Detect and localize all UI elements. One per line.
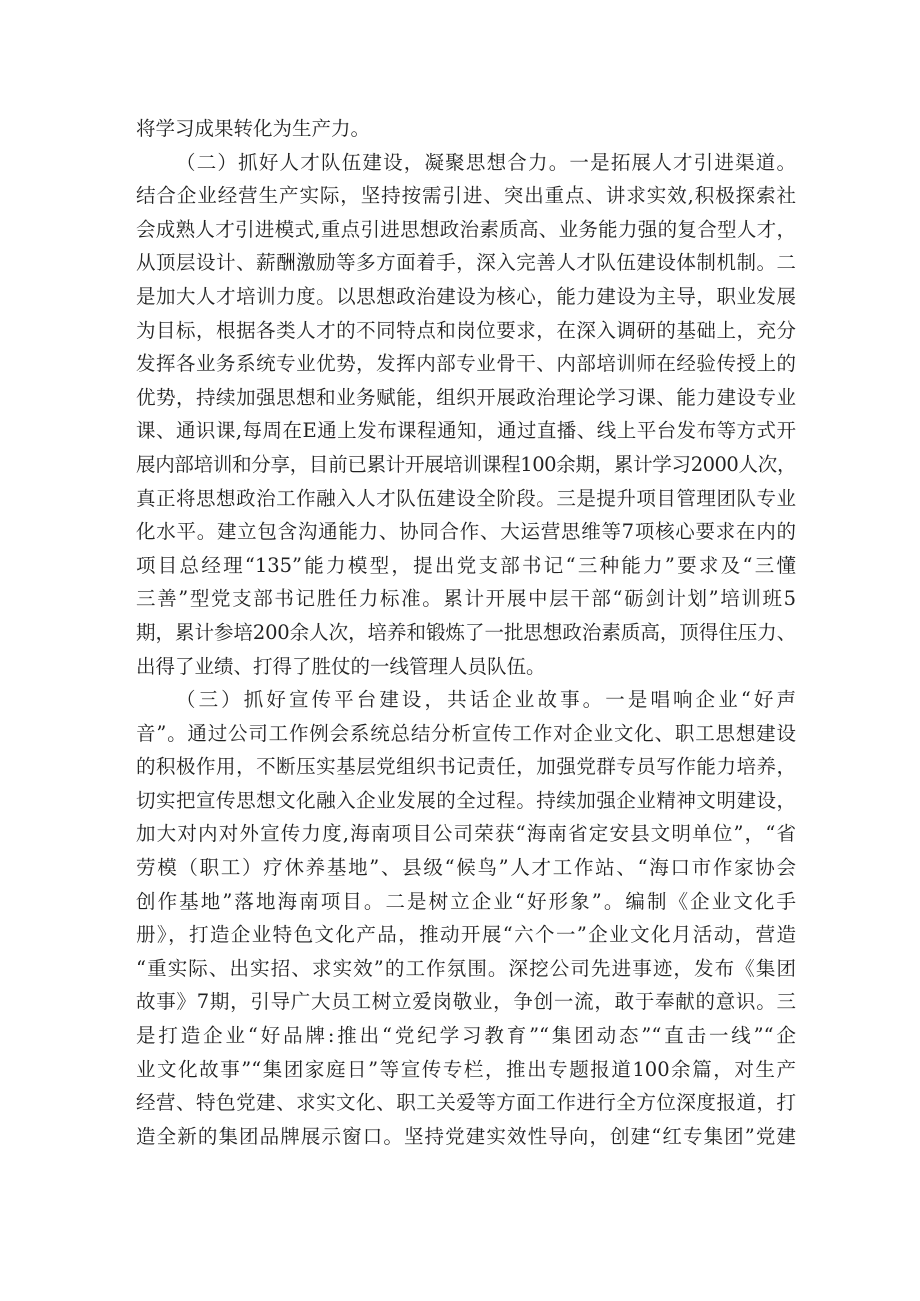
text-line: 从顶层设计、薪酬激励等多方面着手，深入完善人才队伍建设体制机制。二 <box>136 251 796 275</box>
text-line: 劳模（职工）疗休养基地”、县级“候鸟”人才工作站、“海口市作家协会 <box>136 856 796 880</box>
text-line: 课、通识课,每周在E通上发布课程通知，通过直播、线上平台发布等方式开 <box>136 419 796 443</box>
text-line: 出得了业绩、打得了胜仗的一线管理人员队伍。 <box>136 654 546 678</box>
text-line: 创作基地”落地海南项目。二是树立企业“好形象”。编制《企业文化手 <box>136 889 796 913</box>
text-line: 经营、特色党建、求实文化、职工关爱等方面工作进行全方位深度报道，打 <box>136 1091 796 1115</box>
document-body <box>136 112 796 1153</box>
text-line: 展内部培训和分享，目前已累计开展培训课程100余期，累计学习2000人次， <box>136 452 796 476</box>
text-line: 将学习成果转化为生产力。 <box>136 117 371 140</box>
text-line: 项目总经理“135”能力模型，提出党支部书记“三种能力”要求及“三懂 <box>136 553 796 577</box>
text-line: 音”。通过公司工作例会系统总结分析宣传工作对企业文化、职工思想建设 <box>136 721 796 745</box>
text-line: 造全新的集团品牌展示窗口。坚持党建实效性导向，创建“红专集团”党建 <box>136 1124 796 1148</box>
text-line: （三）抓好宣传平台建设，共话企业故事。一是唱响企业“好声 <box>176 688 796 712</box>
text-line: 期，累计参培200余人次，培养和锻炼了一批思想政治素质高，顶得住压力、 <box>136 620 796 644</box>
text-line: 结合企业经营生产实际，坚持按需引进、突出重点、讲求实效,积极探索社 <box>136 184 796 208</box>
text-line: 故事》7期，引导广大员工树立爱岗敬业，争创一流，敢于奉献的意识。三 <box>136 990 796 1014</box>
text-line: 是加大人才培训力度。以思想政治建设为核心，能力建设为主导，职业发展 <box>136 284 796 308</box>
text-line: 为目标，根据各类人才的不同特点和岗位要求，在深入调研的基础上，充分 <box>136 318 796 342</box>
text-line: 业文化故事”“集团家庭日”等宣传专栏，推出专题报道100余篇，对生产 <box>136 1057 796 1081</box>
text-line: 切实把宣传思想文化融入企业发展的全过程。持续加强企业精神文明建设， <box>136 788 796 812</box>
text-line: 三善”型党支部书记胜任力标准。累计开展中层干部“砺剑计划”培训班5 <box>136 587 796 611</box>
text-line: 优势，持续加强思想和业务赋能，组织开展政治理论学习课、能力建设专业 <box>136 385 796 409</box>
text-line: “重实际、出实招、求实效”的工作氛围。深挖公司先进事迹，发布《集团 <box>136 956 796 980</box>
text-line: 是打造企业“好品牌:推出“党纪学习教育”“集团动态”“直击一线”“企 <box>136 1024 796 1048</box>
text-line: 发挥各业务系统专业优势，发挥内部专业骨干、内部培训师在经验传授上的 <box>136 352 796 376</box>
text-line: 真正将思想政治工作融入人才队伍建设全阶段。三是提升项目管理团队专业 <box>136 486 796 510</box>
text-line: 加大对内对外宣传力度,海南项目公司荣获“海南省定安县文明单位”，“省 <box>136 822 796 846</box>
text-line: 的积极作用，不断压实基层党组织书记责任，加强党群专员写作能力培养， <box>136 755 796 779</box>
text-line: 册》，打造企业特色文化产品，推动开展“六个一”企业文化月活动，营造 <box>136 923 796 947</box>
text-line: （二）抓好人才队伍建设，凝聚思想合力。一是拓展人才引进渠道。 <box>176 150 796 174</box>
text-line: 会成熟人才引进模式,重点引进思想政治素质高、业务能力强的复合型人才， <box>136 217 796 241</box>
text-line: 化水平。建立包含沟通能力、协同合作、大运营思维等7项核心要求在内的 <box>136 520 796 544</box>
